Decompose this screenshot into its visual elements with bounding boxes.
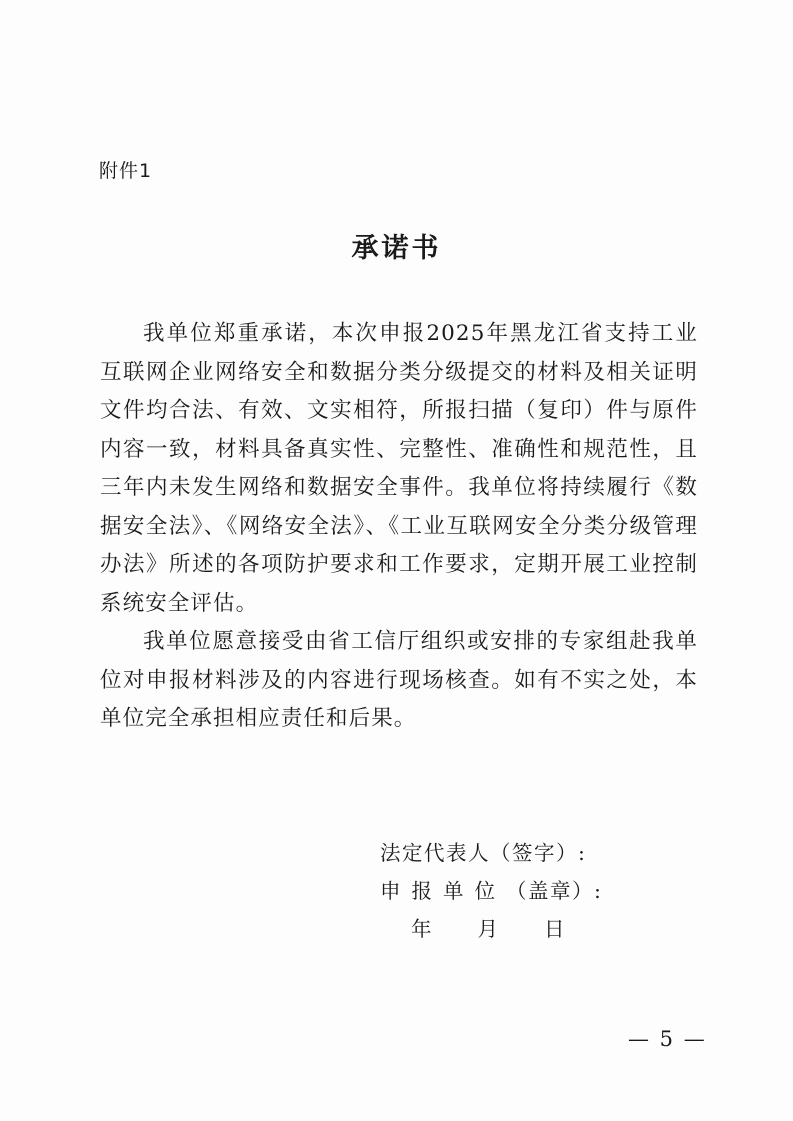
page-number: — 5 —: [628, 1027, 707, 1051]
applicant-unit-label: 申报单位: [380, 879, 506, 903]
document-body: [100, 315, 698, 739]
signature-block: [380, 834, 602, 948]
seal-label: （盖章）:: [506, 879, 603, 903]
paragraph-commitment: 我单位郑重承诺，本次申报2025年黑龙江省支持工业互联网企业网络安全和数据分类分级提交的材料及相关证明文件均合法、有效、文实相符，所报扫描（复印）件与原件内容一致，材料具备真实性、完整性、准确性和规范性，且三年内未发生网络和数据安全事件。我单位将持续履行《数据安全法》、《网络安全法》、《工业互联网安全分类分级管理办法》所述的各项防护要求和工作要求，定期开展工业控制系统安全评估。: [100, 321, 698, 616]
applicant-unit-line: [380, 872, 602, 910]
paragraph-inspection: 我单位愿意接受由省工信厅组织或安排的专家组赴我单位对申报材料涉及的内容进行现场核查。如有不实之处，本单位完全承担相应责任和后果。: [100, 629, 698, 731]
legal-representative-line: 法定代表人（签字）:: [380, 841, 587, 865]
document-title: 承诺书: [351, 233, 442, 264]
attachment-label: 附件1: [99, 160, 153, 182]
date-day: 日: [544, 917, 565, 941]
date-month: 月: [477, 917, 498, 941]
date-year: 年: [411, 917, 432, 941]
date-line: [380, 910, 602, 948]
